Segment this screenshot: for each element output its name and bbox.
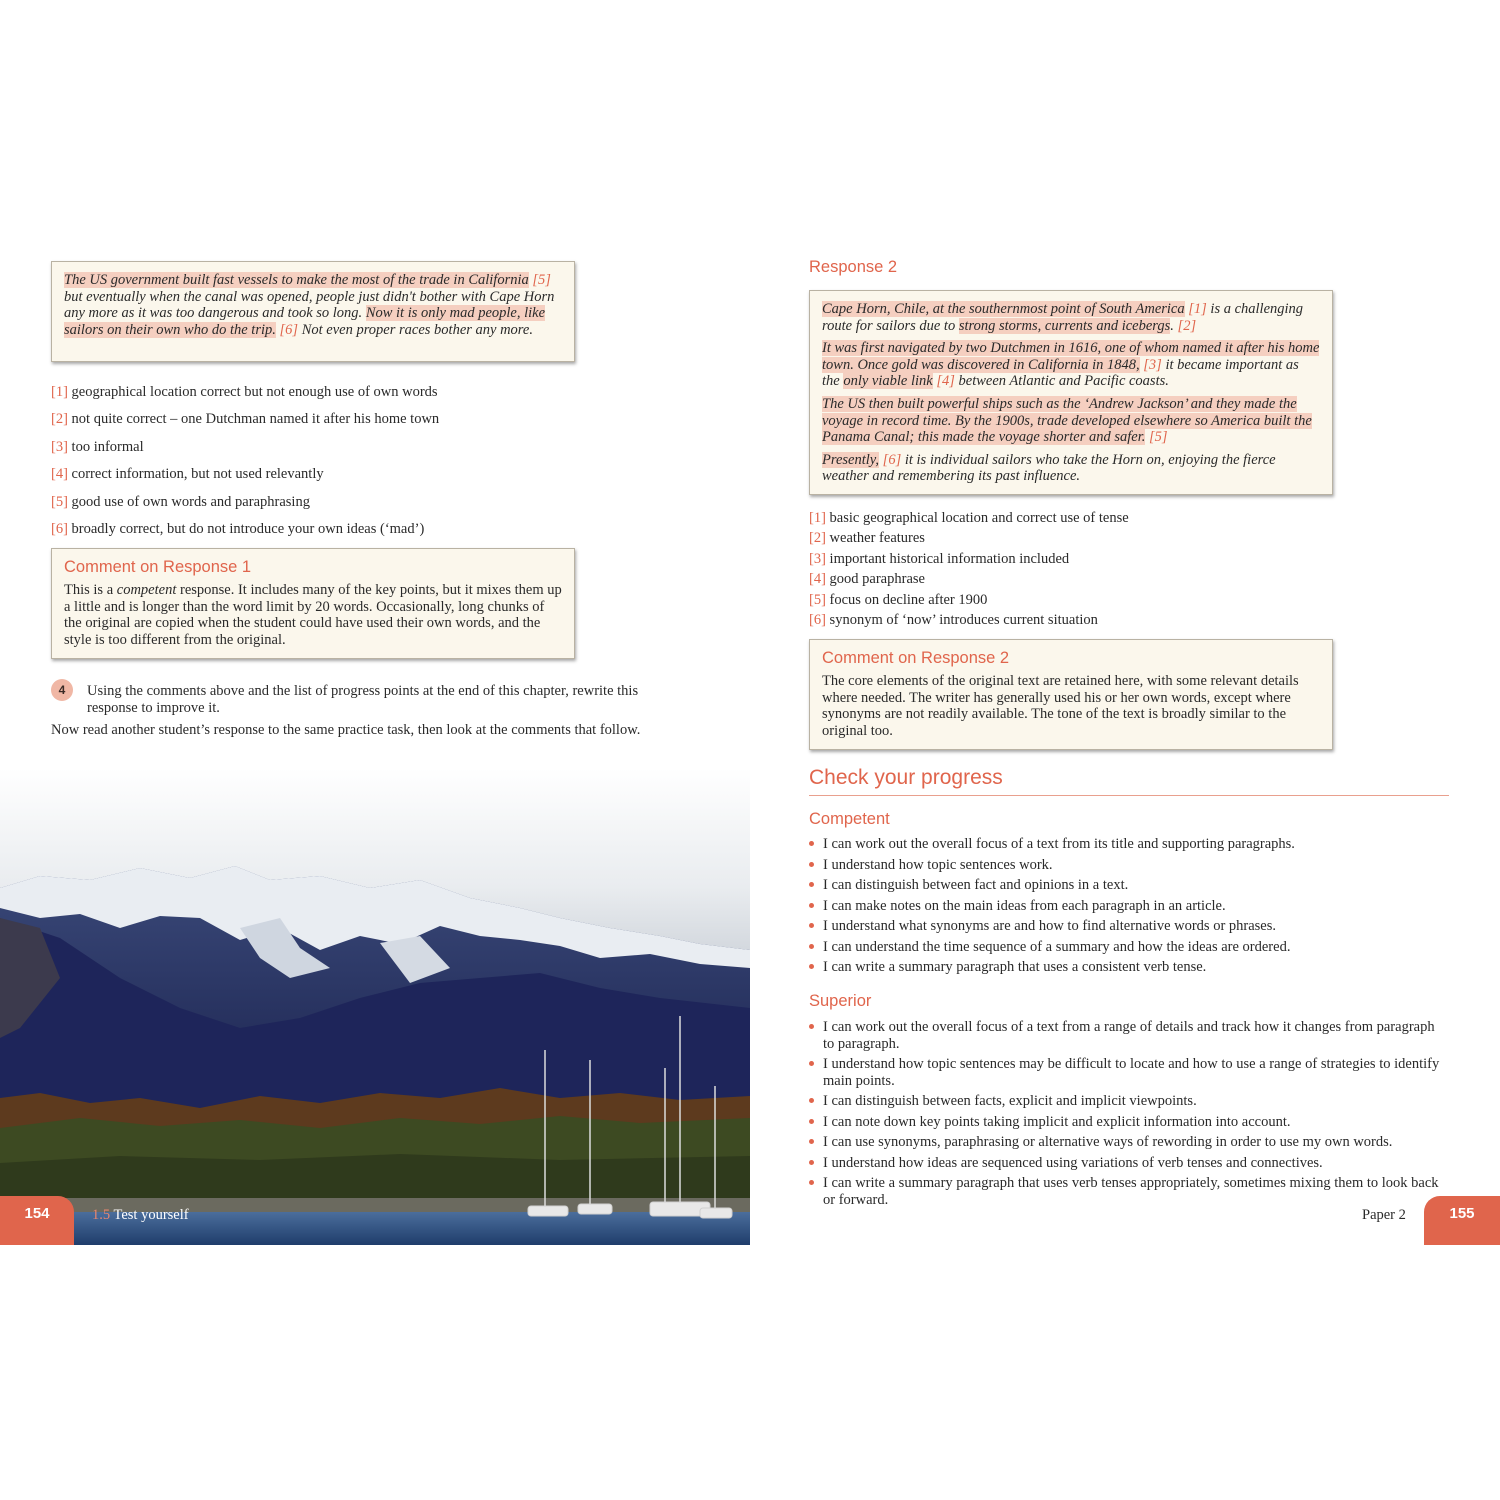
- note-text: focus on decline after 1900: [829, 592, 988, 608]
- comment2-heading: Comment on Response 2: [822, 649, 1010, 667]
- quote-segment: .: [1170, 317, 1174, 334]
- quote-segment: between Atlantic and Pacific coasts.: [954, 373, 1169, 390]
- item-text: I can distinguish between fact and opinions in a text.: [823, 877, 1129, 893]
- superior-item: [809, 1155, 1449, 1172]
- bullet-icon: [809, 1098, 814, 1103]
- note-item: [809, 510, 1129, 527]
- comment1-text: [64, 582, 562, 648]
- quote-segment: it is individual sailors who take the Horn on, enjoying the fierce weather and remembering its past influence.: [822, 451, 1276, 485]
- note-number: [6]: [809, 612, 826, 628]
- comment1-heading: Comment on Response 1: [64, 558, 252, 576]
- bullet-icon: [809, 903, 814, 908]
- bullet-icon: [809, 1180, 814, 1185]
- note-number: [1]: [809, 510, 826, 526]
- mountain-harbour-photo: [0, 768, 750, 1245]
- note-number: [4]: [51, 466, 68, 482]
- item-text: I can distinguish between facts, explicit and implicit viewpoints.: [823, 1093, 1197, 1109]
- note-item: [809, 592, 987, 609]
- note-text: weather features: [829, 530, 925, 546]
- ref-marker: [3]: [1143, 356, 1162, 373]
- superior-item: [809, 1056, 1449, 1089]
- note-text: correct information, but not used relevantly: [71, 466, 324, 482]
- bullet-icon: [809, 944, 814, 949]
- note-text: good paraphrase: [829, 571, 925, 587]
- item-text: I can use synonyms, paraphrasing or alternative ways of rewording in order to use my own words.: [823, 1134, 1393, 1150]
- ref-marker: [4]: [936, 373, 955, 390]
- response2-paragraph: [822, 396, 1320, 446]
- comment2-text: The core elements of the original text are retained here, with some relevant details where needed. The writer has generally used his or her own words, except where synonyms are not readily available. The tone of the text is broadly similar to the original too.: [822, 673, 1299, 739]
- response2-quote-box: [809, 290, 1333, 495]
- competent-item: [809, 877, 1449, 894]
- comment-segment: response. It includes many of the key points, but it mixes them up a little and is longer than the word limit by 20 words. Occasionally, long chunks of the original are copied when the student could have used their own words, and the style is too different from the original.: [64, 582, 562, 648]
- competent-item: [809, 857, 1449, 874]
- item-text: I understand how ideas are sequenced using variations of verb tenses and connectives.: [823, 1154, 1323, 1171]
- bullet-icon: [809, 1160, 814, 1165]
- item-text: I can write a summary paragraph that uses verb tenses appropriately, sometimes mixing them to look back or forward.: [823, 1175, 1439, 1208]
- intro-text: Now read another student’s response to the same practice task, then look at the comments that follow.: [51, 722, 641, 738]
- note-item: [51, 411, 439, 428]
- comment1-box: [51, 548, 575, 659]
- highlighted-phrase: Now it is only mad people, like sailors on their own who do the trip.: [64, 305, 546, 338]
- activity-number-badge: 4: [51, 679, 73, 701]
- note-item: [51, 466, 324, 483]
- comment2-box: [809, 639, 1333, 750]
- highlighted-phrase: The US then built powerful ships such as the ‘Andrew Jackson’ and they made the voyage in record time. By the 1900s, trade developed elsewhere so America built the Panama Canal; this made the voyage shorter and safer.: [822, 395, 1312, 446]
- bullet-icon: [809, 841, 814, 846]
- item-text: I can write a summary paragraph that uses a consistent verb tense.: [823, 959, 1207, 975]
- response1-quote-text: [64, 272, 562, 338]
- highlighted-phrase: only viable link: [843, 373, 933, 390]
- item-text: I understand what synonyms are and how to find alternative words or phrases.: [823, 918, 1277, 934]
- bullet-icon: [809, 1024, 814, 1029]
- response1-quote-box: [51, 261, 575, 362]
- superior-item: [809, 1134, 1449, 1151]
- quote-segment: it became important as the: [822, 356, 1299, 390]
- paper-label: Paper 2: [1362, 1207, 1406, 1223]
- bullet-icon: [809, 1139, 814, 1144]
- note-text: important historical information included: [829, 551, 1070, 567]
- note-text: too informal: [71, 439, 144, 455]
- note-text: good use of own words and paraphrasing: [71, 494, 310, 510]
- bullet-icon: [809, 923, 814, 928]
- item-text: I can note down key points taking implicit and explicit information into account.: [823, 1113, 1291, 1130]
- bullet-icon: [809, 964, 814, 969]
- item-text: I understand how topic sentences may be difficult to locate and how to use a range of strategies to identify main points.: [823, 1056, 1440, 1089]
- progress-heading-rule: [809, 795, 1449, 796]
- bullet-icon: [809, 862, 814, 867]
- note-number: [3]: [51, 439, 68, 455]
- note-item: [809, 612, 1098, 629]
- note-item: [809, 571, 925, 588]
- competent-item: [809, 959, 1449, 976]
- activity-text: Using the comments above and the list of progress points at the end of this chapter, rewrite this response to improve it.: [87, 683, 639, 716]
- quote-segment: is a challenging route for sailors due to: [822, 301, 1304, 334]
- note-text: geographical location correct but not enough use of own words: [71, 384, 438, 400]
- highlighted-phrase: The US government built fast vessels to make the most of the trade in California: [64, 272, 529, 288]
- highlighted-phrase: strong storms, currents and icebergs: [958, 317, 1171, 334]
- ref-marker: [5]: [1149, 429, 1168, 446]
- superior-item: [809, 1093, 1449, 1110]
- response2-notes-list: [809, 510, 1369, 630]
- highlighted-phrase: Cape Horn, Chile, at the southernmost point of South America: [822, 301, 1185, 317]
- ref-marker: [6]: [882, 451, 902, 468]
- section-number: 1.5: [92, 1207, 111, 1223]
- response1-notes-list: [51, 384, 611, 544]
- ref-marker: [2]: [1177, 317, 1197, 334]
- page-number-right: 155: [1424, 1196, 1500, 1245]
- response2-quote-text: [822, 301, 1320, 485]
- item-text: I understand how topic sentences work.: [823, 856, 1053, 873]
- competent-item: [809, 836, 1449, 853]
- note-number: [6]: [51, 521, 68, 537]
- note-text: not quite correct – one Dutchman named it after his home town: [71, 411, 440, 427]
- superior-list: [809, 1019, 1449, 1209]
- section-label: [92, 1207, 189, 1224]
- note-text: basic geographical location and correct use of tense: [829, 510, 1129, 526]
- quote-segment: but eventually when the canal was opened, people just didn't bother with Cape Horn any more as it was too dangerous and took so long.: [64, 288, 555, 322]
- page-number-left: 154: [0, 1196, 74, 1245]
- note-item: [51, 439, 144, 456]
- superior-heading: Superior: [809, 992, 872, 1010]
- note-number: [1]: [51, 384, 68, 400]
- superior-item: [809, 1019, 1449, 1052]
- note-text: broadly correct, but do not introduce your own ideas (‘mad’): [71, 521, 425, 537]
- note-number: [2]: [51, 411, 68, 427]
- note-item: [51, 384, 438, 401]
- section-title: Test yourself: [113, 1207, 189, 1223]
- comment-emphasis: competent: [116, 582, 177, 598]
- superior-item: [809, 1114, 1449, 1131]
- response2-paragraph: [822, 340, 1320, 390]
- note-number: [5]: [51, 494, 68, 510]
- competent-item: [809, 939, 1449, 956]
- bullet-icon: [809, 1061, 814, 1066]
- response2-paragraph: [822, 301, 1320, 334]
- competent-list: [809, 836, 1449, 981]
- comment-segment: This is a: [64, 582, 117, 598]
- ref-marker: [5]: [532, 272, 551, 288]
- highlighted-phrase: It was first navigated by two Dutchmen in 1616, one of whom named it after his home town. Once gold was discovered in California in 1848,: [822, 340, 1320, 373]
- competent-item: [809, 898, 1449, 915]
- note-number: [4]: [809, 571, 826, 587]
- item-text: I can work out the overall focus of a text from a range of details and track how it changes from paragraph to paragraph.: [823, 1019, 1435, 1052]
- bullet-icon: [809, 1119, 814, 1124]
- note-item: [809, 551, 1069, 568]
- item-text: I can understand the time sequence of a summary and how the ideas are ordered.: [823, 938, 1291, 955]
- ref-marker: [6]: [279, 321, 299, 338]
- superior-item: [809, 1175, 1449, 1208]
- bullet-icon: [809, 882, 814, 887]
- note-number: [2]: [809, 530, 826, 546]
- note-text: synonym of ‘now’ introduces current situation: [829, 612, 1098, 628]
- note-number: [5]: [809, 592, 826, 608]
- item-text: I can make notes on the main ideas from each paragraph in an article.: [823, 897, 1226, 914]
- response2-heading: Response 2: [809, 258, 898, 276]
- progress-heading: Check your progress: [809, 766, 1003, 789]
- ref-marker: [1]: [1188, 301, 1207, 317]
- response2-paragraph: [822, 452, 1320, 485]
- note-number: [3]: [809, 551, 826, 567]
- note-item: [51, 521, 424, 538]
- highlighted-phrase: Presently,: [822, 451, 880, 468]
- competent-item: [809, 918, 1449, 935]
- item-text: I can work out the overall focus of a text from its title and supporting paragraphs.: [823, 836, 1295, 852]
- note-item: [51, 494, 310, 511]
- quote-segment: Not even proper races bother any more.: [298, 321, 533, 338]
- note-item: [809, 530, 925, 547]
- competent-heading: Competent: [809, 810, 890, 828]
- photo-illustration: [0, 768, 750, 1245]
